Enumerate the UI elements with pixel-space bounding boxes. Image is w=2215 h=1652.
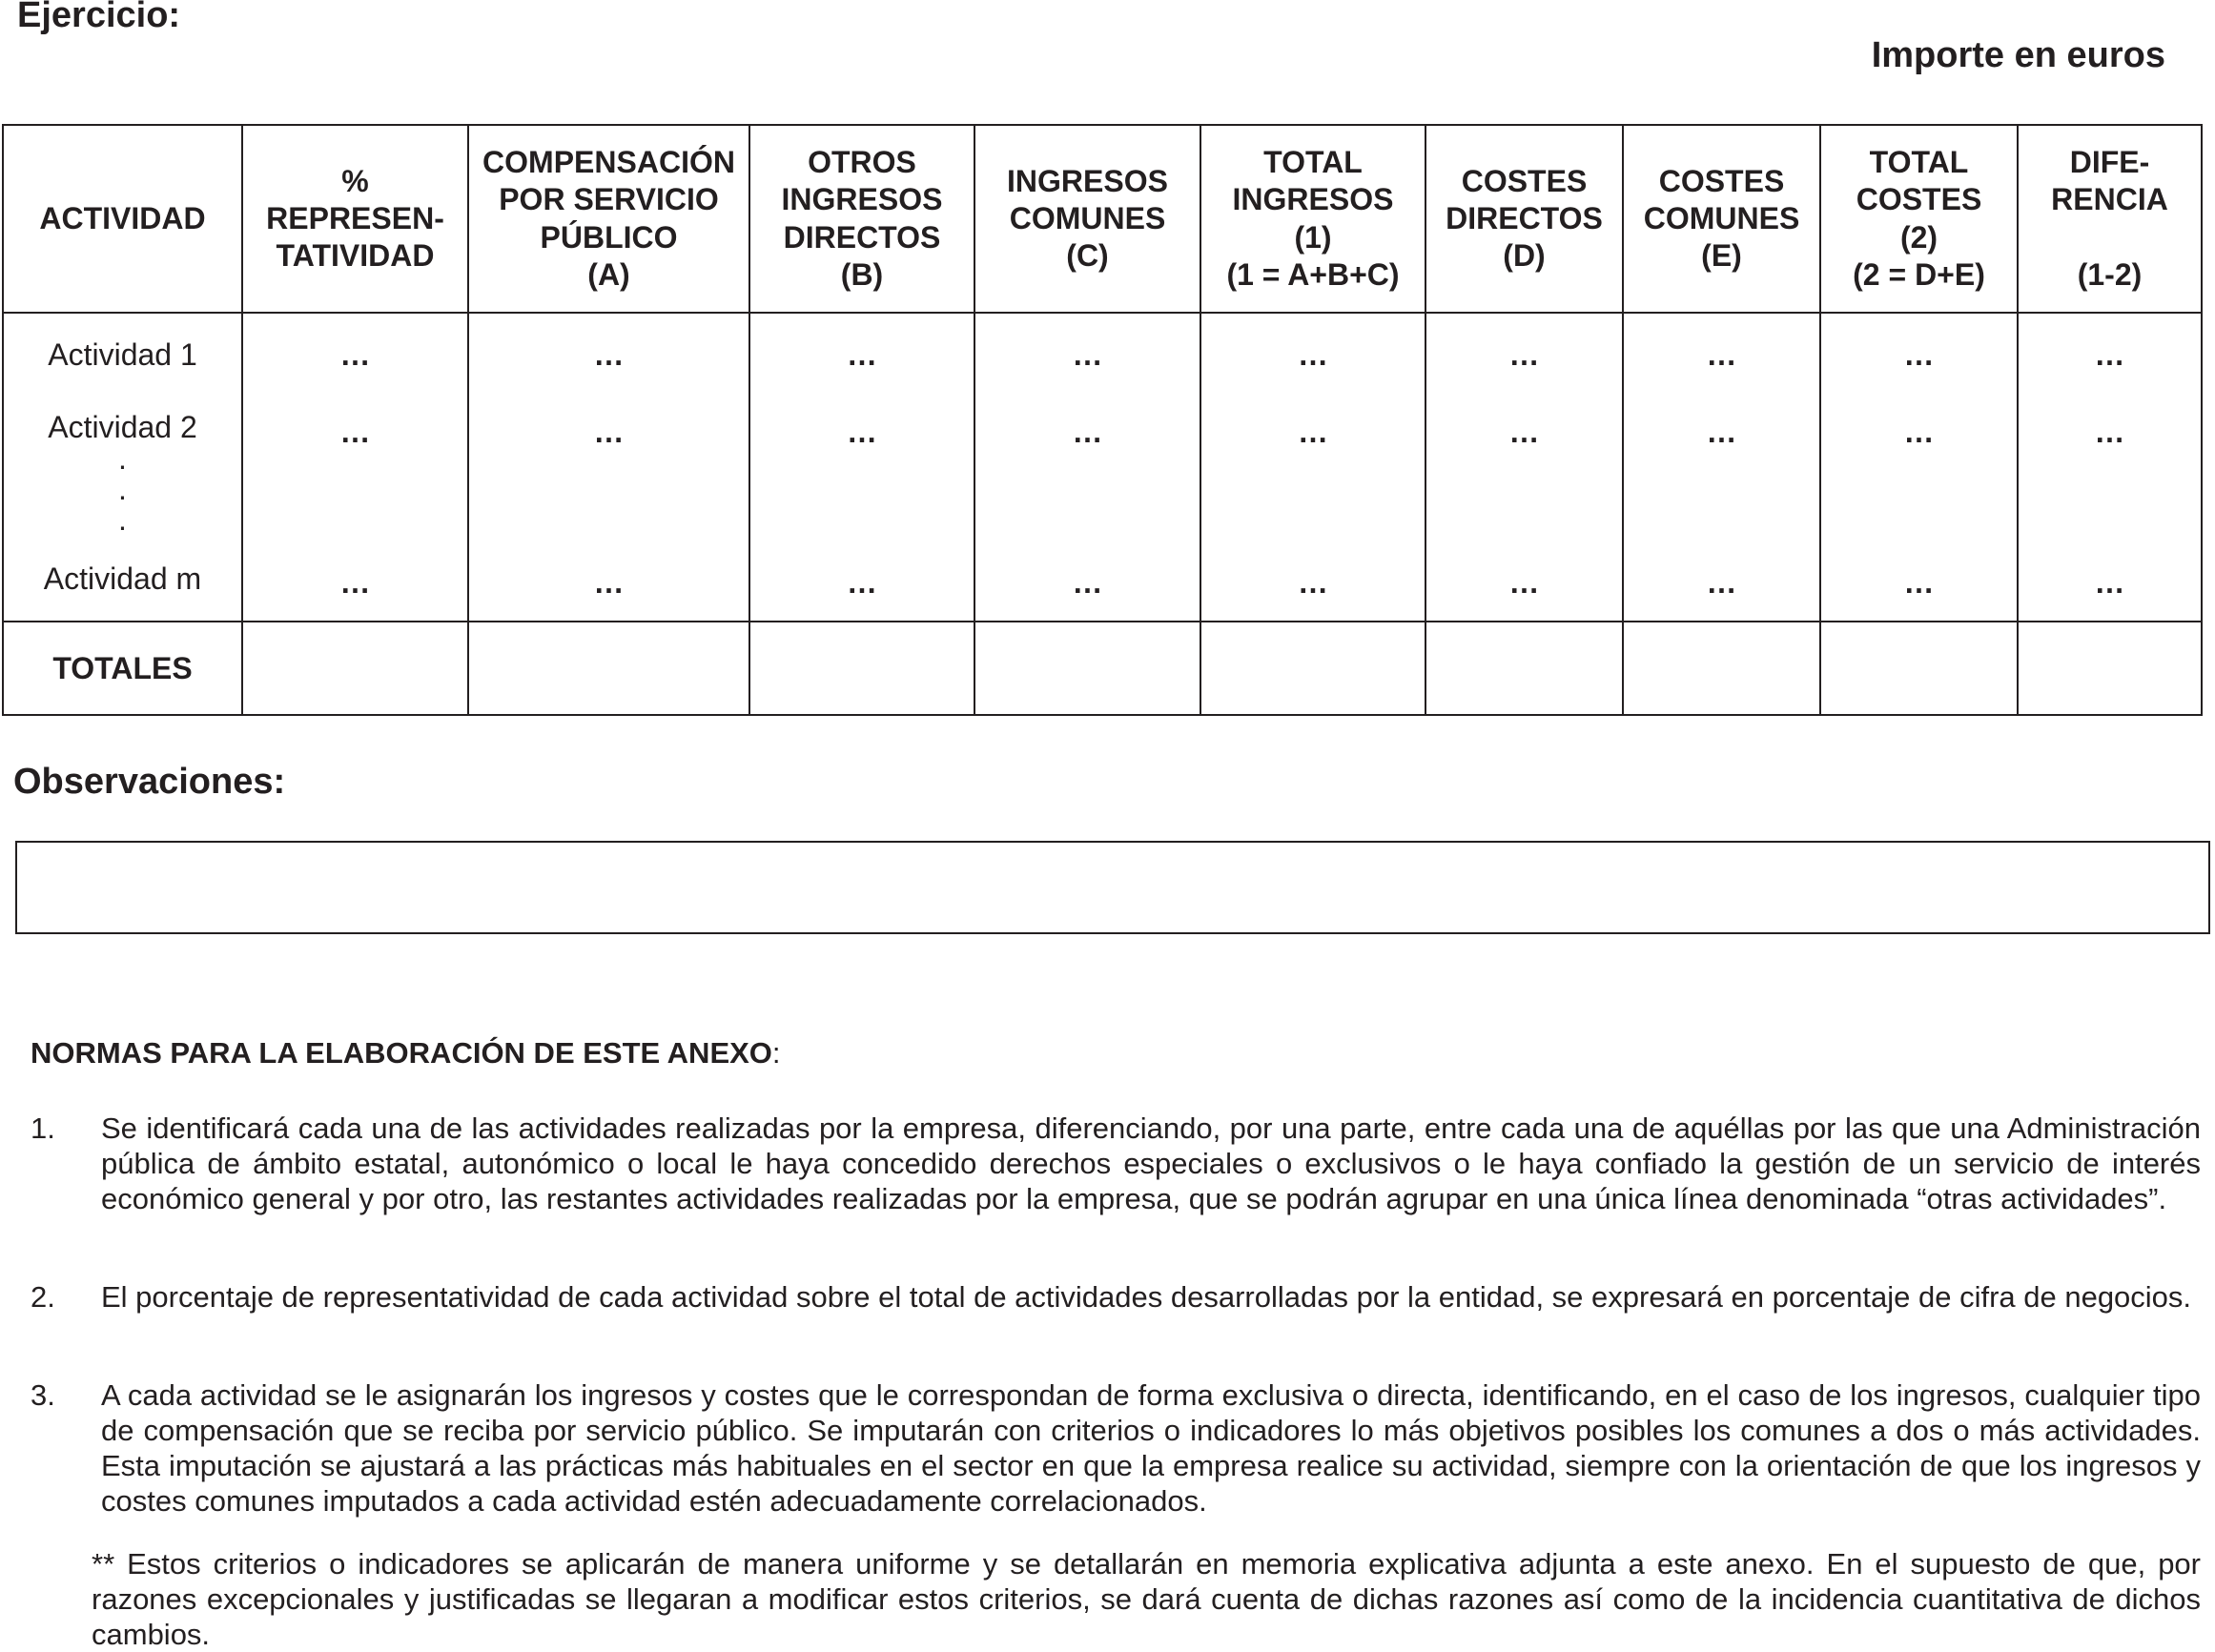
rule-text: El porcentaje de representatividad de cada actividad sobre el total de actividades desarrolladas por la entidad, se expresará en porcentaje de cifra de negocios. xyxy=(101,1280,2192,1314)
continuation-dot: . xyxy=(118,472,127,506)
activities-table xyxy=(2,124,2203,716)
totals-row xyxy=(3,622,2202,715)
totals-cell xyxy=(974,622,1200,715)
col-header-total-costs: TOTAL COSTES (2) (2 = D+E) xyxy=(1820,125,2018,313)
rule-text: Se identificará cada una de las actividades realizadas por la empresa, diferenciando, por una parte, entre cada una de aquéllas por las que una Administración pública de ámbito estatal, autonómico o local le haya concedido derechos especiales o exclusivos o le haya confiado la gestión de un servicio de interés económico general y por otro, las restantes actividades realizadas por la empresa, que se podrán agrupar en una única línea denominada “otras actividades”. xyxy=(101,1112,2201,1215)
col-header-common-costs: COSTES COMUNES (E) xyxy=(1623,125,1820,313)
rule-item xyxy=(31,1377,2201,1519)
value-cell: … … … xyxy=(1200,313,1425,622)
totals-cell xyxy=(1425,622,1623,715)
rule-item xyxy=(31,1279,2201,1315)
activity-m-label: Actividad m xyxy=(43,561,202,596)
col-header-total-income: TOTAL INGRESOS (1) (1 = A+B+C) xyxy=(1200,125,1425,313)
col-header-activity: ACTIVIDAD xyxy=(3,125,242,313)
totals-cell xyxy=(242,622,468,715)
continuation-dot: . xyxy=(118,502,127,537)
activity-1-label: Actividad 1 xyxy=(48,337,197,372)
col-header-direct-costs: COSTES DIRECTOS (D) xyxy=(1425,125,1623,313)
totals-cell xyxy=(2018,622,2202,715)
value-cell: … … … xyxy=(1425,313,1623,622)
rule-item xyxy=(31,1111,2201,1216)
col-header-compensation: COMPENSACIÓN POR SERVICIO PÚBLICO (A) xyxy=(468,125,749,313)
totals-cell xyxy=(1200,622,1425,715)
table-row xyxy=(3,313,2202,622)
col-header-common-income: INGRESOS COMUNES (C) xyxy=(974,125,1200,313)
rule-text: A cada actividad se le asignarán los ingresos y costes que le correspondan de forma exclusiva o directa, identificando, en el caso de los ingresos, cualquier tipo de compensación que se reciba por servicio público. Se imputarán con criterios o indicadores lo más objetivos posibles los comunes a dos o más actividades. Esta imputación se ajustará a las prácticas más habituales en el sector en que la empresa realice su actividad, siempre con la orientación de que los ingresos y costes comunes imputados a cada actividad estén adecuadamente correlacionados. xyxy=(101,1378,2201,1518)
value-cell: … … … xyxy=(468,313,749,622)
totals-cell xyxy=(468,622,749,715)
exercise-label: Ejercicio: xyxy=(17,0,181,35)
amount-unit-label: Importe en euros xyxy=(1871,35,2165,75)
rule-number: 2. xyxy=(31,1280,55,1314)
rules-title: NORMAS PARA LA ELABORACIÓN DE ESTE ANEXO: xyxy=(31,1036,781,1070)
observations-title: Observaciones: xyxy=(13,762,286,802)
totals-label: TOTALES xyxy=(3,622,242,715)
value-cell: … … … xyxy=(1820,313,2018,622)
totals-cell xyxy=(1820,622,2018,715)
value-cell: … … … xyxy=(974,313,1200,622)
rules-footnote: ** Estos criterios o indicadores se aplicarán de manera uniforme y se detallarán en memoria explicativa adjunta a este anexo. En el supuesto de que, por razones excepcionales y justificadas se llegaran a modificar estos criterios, se dará cuenta de dichas razones así como de la incidencia cuantitativa de dichos cambios. xyxy=(92,1547,2201,1651)
col-header-representativity: % REPRESEN- TATIVIDAD xyxy=(242,125,468,313)
value-cell: … … … xyxy=(1623,313,1820,622)
col-header-difference: DIFE- RENCIA (1-2) xyxy=(2018,125,2202,313)
activity-names-cell xyxy=(3,313,242,622)
value-cell: … … … xyxy=(242,313,468,622)
continuation-dot: . xyxy=(118,441,127,476)
rule-number: 1. xyxy=(31,1112,55,1145)
totals-cell xyxy=(1623,622,1820,715)
col-header-other-income: OTROS INGRESOS DIRECTOS (B) xyxy=(749,125,974,313)
activity-2-label: Actividad 2 xyxy=(48,410,197,444)
rule-number: 3. xyxy=(31,1378,55,1412)
observations-box xyxy=(15,841,2210,934)
value-cell: … … … xyxy=(749,313,974,622)
table-header-row xyxy=(3,125,2202,313)
totals-cell xyxy=(749,622,974,715)
value-cell: … … … xyxy=(2018,313,2202,622)
